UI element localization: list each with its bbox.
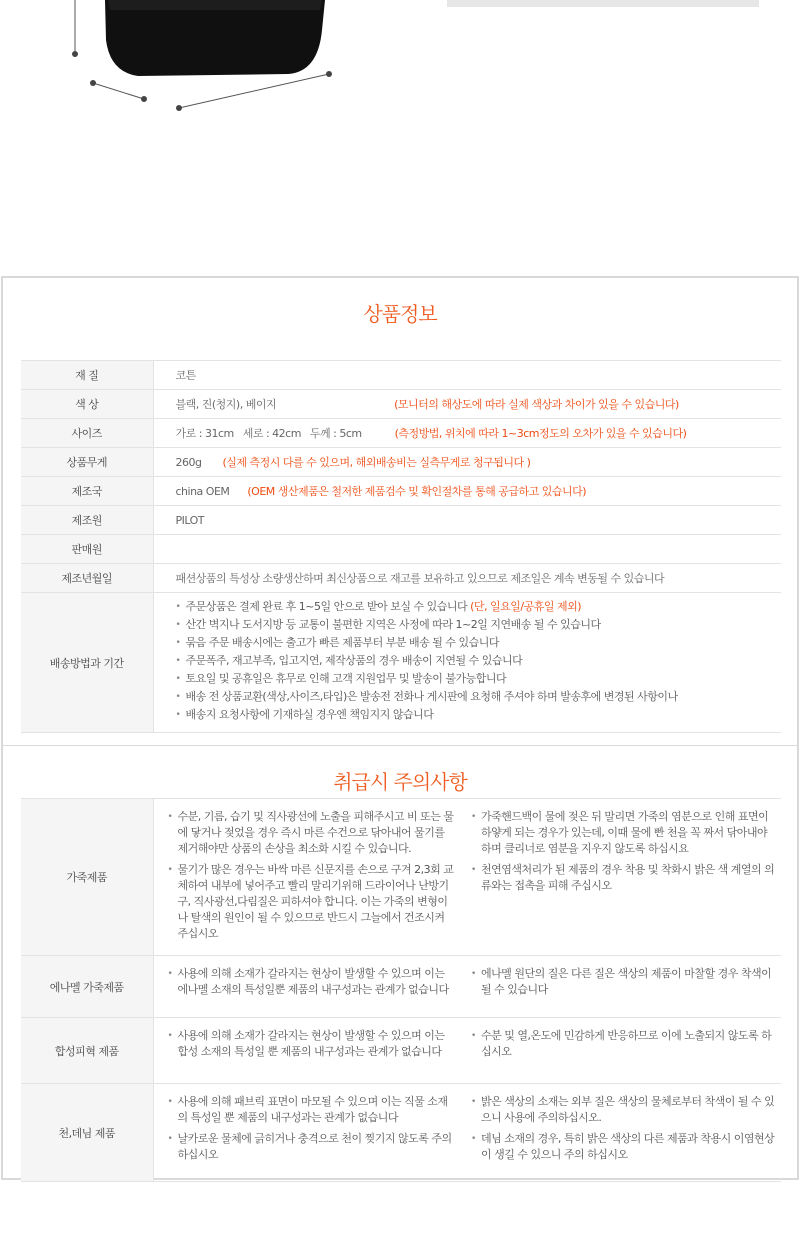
spec-value <box>153 477 781 506</box>
spec-value <box>153 535 781 564</box>
spec-note: (모니터의 해상도에 따라 실제 색상과 차이가 있을 수 있습니다) <box>394 398 679 411</box>
list-item: • 배송지 요청사항에 기재하실 경우엔 책임지지 않습니다 <box>176 706 782 724</box>
care-left-col <box>153 1084 467 1182</box>
care-title: 취급시 주의사항 <box>333 770 467 794</box>
list-item: • 배송 전 상품교환(색상,사이즈,타입)은 발송전 전화나 게시판에 요청해 주셔야 하며 발송후에 변경된 사항이나 <box>176 688 782 706</box>
spec-value-text: 260g <box>175 456 202 469</box>
care-left-col <box>153 1018 467 1084</box>
product-info-title: 상품정보 <box>363 302 437 326</box>
spec-value-text: 블랙, 진(청지), 베이지 <box>175 398 277 411</box>
spec-label: 사이즈 <box>21 419 153 448</box>
care-right-col <box>467 956 781 1018</box>
spec-value-text: PILOT <box>175 513 204 527</box>
list-item: • 산간 벽지나 도서지방 등 교통이 불편한 지역은 사정에 따라 1~2일 지연배송 될 수 있습니다 <box>176 616 782 634</box>
list-item: • 사용에 의해 소재가 갈라지는 현상이 발생할 수 있으며 이는 에나멜 소재의 특성일뿐 제품의 내구성과는 관계가 없습니다 <box>168 966 458 998</box>
care-table <box>21 798 781 1182</box>
spec-value <box>153 390 781 419</box>
list-item: • 묶음 주문 배송시에는 출고가 빠른 제품부터 부분 배송 될 수 있습니다 <box>176 634 782 652</box>
care-label: 가죽제품 <box>21 799 153 956</box>
care-label: 천,데님 제품 <box>21 1084 153 1182</box>
spec-label: 제조원 <box>21 506 153 535</box>
spec-row-manufacturer <box>21 506 781 535</box>
spec-label: 제조년월일 <box>21 564 153 593</box>
list-item: • 사용에 의해 소재가 갈라지는 현상이 발생할 수 있으며 이는 합성 소재의 특성일 뿐 제품의 내구성과는 관계가 없습니다 <box>168 1028 458 1060</box>
spec-label: 색 상 <box>21 390 153 419</box>
list-item: • 가죽핸드백이 물에 젖은 뒤 말리면 가죽의 염분으로 인해 표면이 하얗게 되는 경우가 있는데, 이때 물에 빤 천을 꼭 짜서 닦아내야 하며 클리너로 염분을 지우지 않도록 하십시요 <box>471 809 775 857</box>
list-item: • 수분 및 열,온도에 민감하게 반응하므로 이에 노출되지 않도록 하십시오 <box>471 1028 775 1060</box>
spec-label: 상품무게 <box>21 448 153 477</box>
spec-value-text: 가로 : 31cm 세로 : 42cm 두께 : 5cm <box>175 427 362 440</box>
care-row-fabric <box>21 1084 781 1182</box>
care-right-col <box>467 1084 781 1182</box>
spec-row-shipping <box>21 593 781 733</box>
list-item: • 밝은 색상의 소재는 외부 질은 색상의 물체로부터 착색이 될 수 있으니 사용에 주의하십시오. <box>471 1094 775 1126</box>
spec-note: (OEM 생산제품은 철저한 제품검수 및 확인절차를 통해 공급하고 있습니다) <box>247 485 587 498</box>
section-divider <box>3 745 797 746</box>
spec-value <box>153 448 781 477</box>
list-item: • 토요일 및 공휴일은 휴무로 인해 고객 지원업무 및 발송이 불가능합니다 <box>176 670 782 688</box>
care-label: 에나멜 가죽제품 <box>21 956 153 1018</box>
spec-value-text: 패션상품의 특성상 소량생산하며 최신상품으로 재고를 보유하고 있으므로 제조일은 계속 변동될 수 있습니다 <box>175 572 665 585</box>
product-info-box <box>1 276 799 1180</box>
product-photo-area <box>0 0 800 277</box>
list-item: • 천연염색처리가 된 제품의 경우 착용 및 착화시 밝은 색 계열의 의류와는 접촉을 피해 주십시오 <box>471 862 775 894</box>
care-left-col <box>153 799 467 956</box>
spec-row-material <box>21 361 781 390</box>
spec-value <box>153 506 781 535</box>
spec-label: 배송방법과 기간 <box>21 593 153 733</box>
spec-row-date <box>21 564 781 593</box>
spec-note: (측정방법, 위치에 따라 1~3cm정도의 오차가 있을 수 있습니다) <box>394 427 687 440</box>
care-right-col <box>467 1018 781 1084</box>
spec-row-country <box>21 477 781 506</box>
spec-value-text: china OEM <box>175 485 230 498</box>
spec-label: 제조국 <box>21 477 153 506</box>
list-item: • 날카로운 물체에 긁히거나 충격으로 천이 찢기지 않도록 주의하십시오 <box>168 1131 458 1163</box>
shipping-info <box>153 593 781 733</box>
spec-value <box>153 419 781 448</box>
list-item: • 사용에 의해 패브릭 표면이 마모될 수 있으며 이는 직물 소재의 특성일 뿐 제품의 내구성과는 관계가 없습니다 <box>168 1094 458 1126</box>
list-item: • 주문상품은 결제 완료 후 1~5일 안으로 받아 보실 수 있습니다 (단, 일요일/공휴일 제외) <box>176 598 782 616</box>
spec-value <box>153 564 781 593</box>
spec-row-color <box>21 390 781 419</box>
care-row-leather <box>21 799 781 956</box>
spec-value-text: 코튼 <box>175 369 196 382</box>
shipping-list <box>176 593 782 732</box>
spec-label: 재 질 <box>21 361 153 390</box>
product-spec-table <box>21 360 781 733</box>
list-item: • 물기가 많은 경우는 바싹 마른 신문지를 손으로 구겨 2,3회 교체하여 내부에 넣어주고 빨리 말리기위해 드라이어나 난방기구, 직사광선,다림질은 피하셔야 합니다. 이는 가죽의 변형이나 탈색의 원인이 될 수 있으므로 반드시 그늘에서 건조시켜 주십시오 <box>168 862 458 942</box>
spec-row-weight <box>21 448 781 477</box>
bag-dimension-image <box>60 0 350 120</box>
list-item: • 주문폭주, 재고부족, 입고지연, 제작상품의 경우 배송이 지연될 수 있습니다 <box>176 652 782 670</box>
care-row-enamel <box>21 956 781 1018</box>
spec-note: (실제 측정시 다를 수 있으며, 해외배송비는 실측무게로 청구됩니다 ) <box>222 456 531 469</box>
care-right-col <box>467 799 781 956</box>
spec-row-seller <box>21 535 781 564</box>
list-item: • 에나멜 원단의 질은 다른 질은 색상의 제품이 마찰할 경우 착색이 될 수 있습니다 <box>471 966 775 998</box>
gray-divider-bar <box>447 0 759 7</box>
spec-label: 판매원 <box>21 535 153 564</box>
care-label: 합성피혁 제품 <box>21 1018 153 1084</box>
list-item: • 수분, 기름, 습기 및 직사광선에 노출을 피해주시고 비 또는 물에 닿거나 젖었을 경우 즉시 마른 수건으로 닦아내어 물기를 제거해야만 상품의 손상을 최소화 시킬 수 있습니다. <box>168 809 458 857</box>
care-left-col <box>153 956 467 1018</box>
spec-value <box>153 361 781 390</box>
spec-row-size <box>21 419 781 448</box>
list-item: • 데님 소재의 경우, 특히 밝은 색상의 다른 제품과 착용시 이염현상이 생길 수 있으니 주의 하십시오 <box>471 1131 775 1163</box>
care-row-synthetic <box>21 1018 781 1084</box>
